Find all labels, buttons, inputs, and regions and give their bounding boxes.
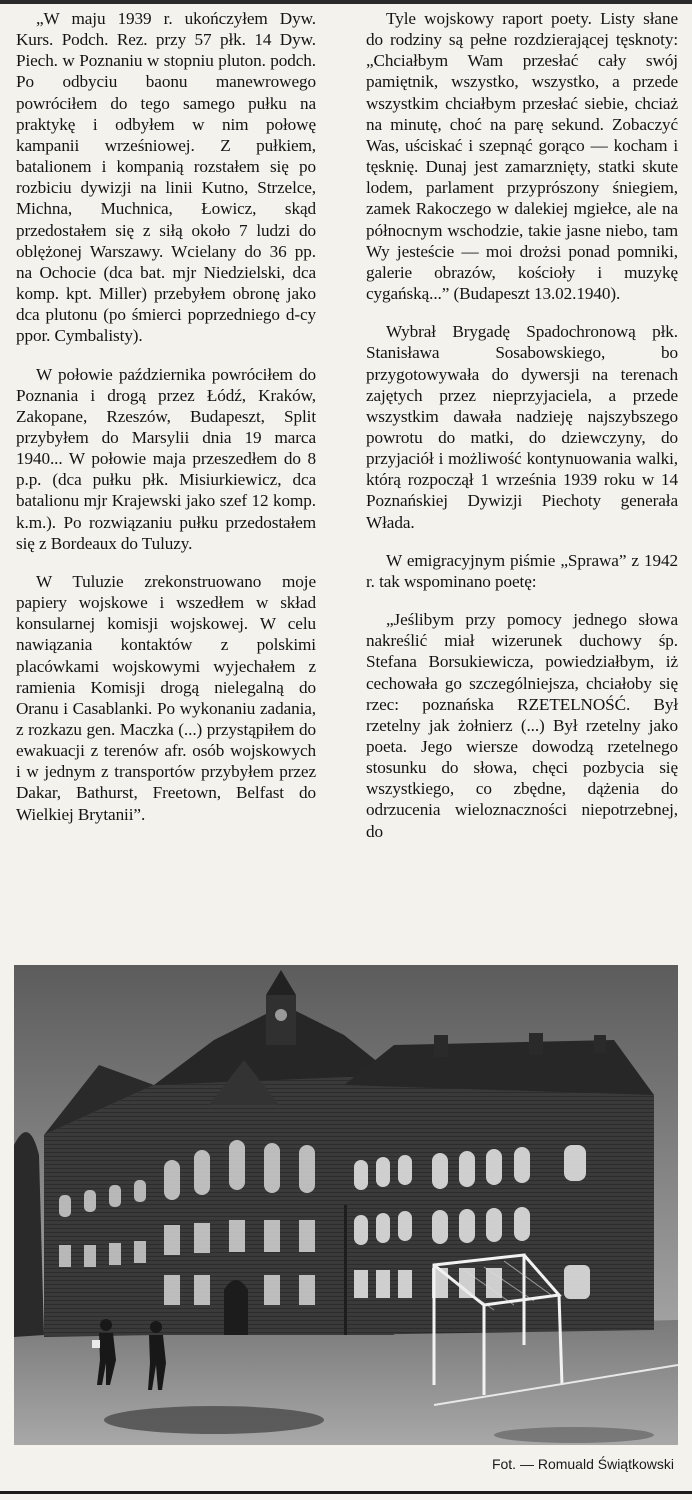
right-column xyxy=(366,8,678,859)
photo-illustration xyxy=(14,965,678,1445)
paragraph-journey-to-france: W połowie października powróciłem do Poznania i drogą przez Łódź, Kraków, Zakopane, Rzeszów, Budapeszt, Split przybyłem do Marsylii dnia 19 marca 1940... W połowie maja przeszedłem do 8 p.p. (dca pułku płk. Misiurkiewicz, dca batalionu mjr Krajewski jako szef 12 komp. k.m.). Po rozwiązaniu pułku przedostałem się z Bordeaux do Tuluzy. xyxy=(16,364,316,553)
page-edge xyxy=(0,0,692,4)
school-building-photo xyxy=(14,965,678,1445)
photo-caption: Fot. — Romuald Świątkowski xyxy=(491,1456,674,1472)
paragraph-emigration-press: W emigracyjnym piśmie „Sprawa” z 1942 r. tak wspominano poetę: xyxy=(366,550,678,591)
bottom-rule xyxy=(0,1491,692,1494)
paragraph-toulouse: W Tuluzie zrekonstruowano moje papiery wojskowe i wszedłem w skład konsularnej komisji wojskowej. W celu nawiązania kontaktów z polskimi placówkami wojskowymi wyjechałem z ramienia Komisji drogą nielegalną do Oranu i Casablanki. Po wykonaniu zadania, z rozkazu gen. Maczka (...) przystąpiłem do ewakuacji z terenów afr. osób wojskowych i w jednym z transportów przybyłem przez Dakar, Bathurst, Freetown, Belfast do Wielkiej Brytanii”. xyxy=(16,571,316,824)
paragraph-military-report: „W maju 1939 r. ukończyłem Dyw. Kurs. Podch. Rez. przy 57 płk. 14 Dyw. Piech. w Poznaniu w stopniu pluton. podch. Po odbyciu baonu manewrowego powróciłem do tego samego pułku na praktykę i odbyłem w nim połowę kampanii wrześniowej. Z pułkiem, batalionem i kompanią rozstałem się po rozbiciu dywizji na linii Kutno, Strzelce, Michna, Muchnica, Łowicz, skąd przedostałem się z siłą około 7 ludzi do oblężonej Warszawy. Wcielany do 36 pp. na Ochocie (dca bat. mjr Niedzielski, dca komp. kpt. Miller) przebyłem obronę jako dca plutonu (po śmierci poprzedniego d-cy ppor. Cymbalisty). xyxy=(16,9,316,346)
paragraph-letters: Tyle wojskowy raport poety. Listy słane do rodziny są pełne rozdzierającej tęsknoty: „Chciałbym Wam przesłać cały swój pamiętnik, wszystko, wszystko, a przede wszystkim chciałbym przesłać siebie, chciaż na minutę, choć na parę sekund. Zobaczyć Was, uściskać i szepnąć gorąco — kocham i tęsknię. Dunaj jest zamarznięty, statki skute lodem, parlament przyprószony śniegiem, zamek Rakoczego w dalekiej mgiełce, ale na północnym wschodzie, takie jasne niebo, tam Wy jesteście — moi drożsi ponad pomniki, galerie obrazów, kościoły i muzykę cygańską...” (Budapeszt 13.02.1940). xyxy=(366,9,678,304)
paragraph-parachute-brigade: Wybrał Brygadę Spadochronową płk. Stanisława Sosabowskiego, bo przygotowywała do dywersji na terenach zajętych przez nieprzyjaciela, a przede wszystkim dawała nadzieję najszybszego powrotu do matki, do dziewczyny, do przyjaciół i możliwość kontynuowania walki, którą rozpoczął 1 września 1939 roku w 14 Poznańskiej Dywizji Piechoty generała Włada. xyxy=(366,322,678,532)
left-column xyxy=(16,8,316,842)
paragraph-quote: „Jeślibym przy pomocy jednego słowa nakreślić miał wizerunek duchowy śp. Stefana Borsukiewicza, powiedziałbym, iż cechowała go szczególniejsza, chciałoby się rzec: poznańska RZETELNOŚĆ. Był rzetelny jak żołnierz (...) Był rzetelny jako poeta. Jego wiersze dowodzą rzetelnego stosunku do słowa, chęci pozbycia się wszystkiego, co zbędne, dążenia do odrzucenia wieloznaczności niepotrzebnej, do xyxy=(366,610,678,841)
